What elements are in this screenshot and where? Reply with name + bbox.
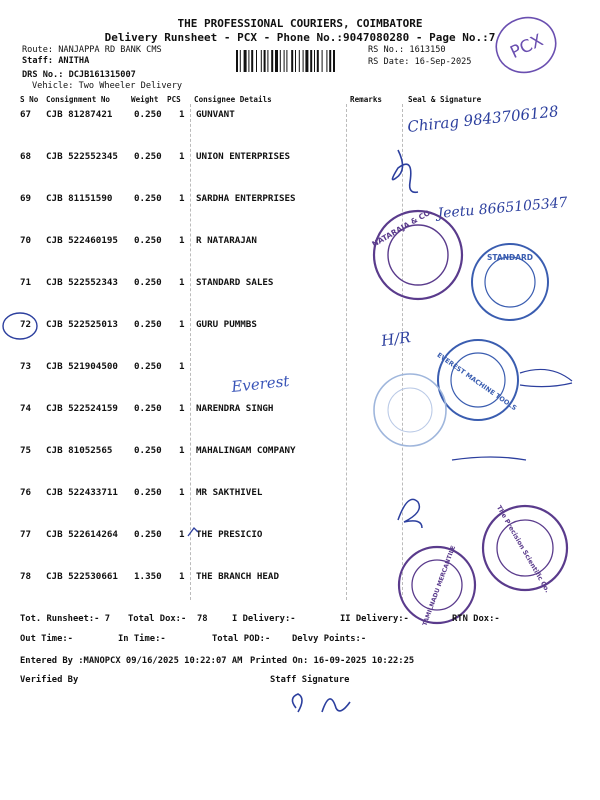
row-weight: 1.350 [134,571,162,582]
col-sno: S No [20,95,39,104]
row-sno: 77 [20,529,32,540]
signature-strokes [520,369,572,386]
row-consignment: CJB 522552343 [46,277,118,288]
rtn-dox: RTN Dox:- [452,614,500,624]
nataraja-stamp-text: NATARAJA & CO. [370,206,435,249]
row-sno: 72 [20,319,32,330]
row-consignee: THE PRESICIO [196,529,263,540]
row-consignment: CJB 522525013 [46,319,118,330]
row-consignee: MR SAKTHIVEL [196,487,263,498]
row-consignee: THE BRANCH HEAD [196,571,279,582]
mercantile-stamp-text: TAMILNADU MERCANTILE [421,544,458,627]
standard-stamp-text: STANDARD [486,253,534,262]
row-consignee: UNION ENTERPRISES [196,151,291,162]
staff-signature-label: Staff Signature [270,675,350,685]
row-weight: 0.250 [134,235,162,246]
delvy-points: Delvy Points:- [292,634,367,644]
row-pcs: 1 [179,529,185,540]
everest-stamp-text: EVEREST MACHINE TOOLS [435,351,519,413]
runsheet-title: Delivery Runsheet - PCX - Phone No.:9047080280 - Page No.:7 [104,31,496,44]
vehicle-label: Vehicle: Two Wheeler Delivery [32,81,183,91]
col-consignment: Consignment No [46,95,111,104]
circle-mark [3,313,37,339]
row-consignment: CJB 522552345 [46,151,118,162]
row-weight: 0.250 [134,277,162,288]
faint-stamp [374,374,446,446]
row-pcs: 1 [179,487,185,498]
row-weight: 0.250 [134,193,162,204]
row-pcs: 1 [179,403,185,414]
staff-signature-scribble [292,694,350,712]
row-weight: 0.250 [134,529,162,540]
handwriting-row67: Chirag 9843706128 [406,102,560,136]
row-sno: 71 [20,277,32,288]
row-consignment: CJB 522460195 [46,235,118,246]
signature-row68 [392,150,418,192]
handwriting-row69: Jeetu 8665105347 [436,194,569,222]
row-weight: 0.250 [134,445,162,456]
row-sno: 74 [20,403,32,414]
row-sno: 75 [20,445,32,456]
printed-on: Printed On: 16-09-2025 10:22:25 [250,656,415,666]
everest-stamp [436,340,519,420]
row-consignee: SARDHA ENTERPRISES [196,193,296,204]
drs-number: DRS No.: DCJB161315007 [22,70,136,80]
row-consignment: CJB 81151590 [46,193,113,204]
row-pcs: 1 [179,193,185,204]
row-consignment: CJB 522530661 [46,571,118,582]
row-sno: 70 [20,235,32,246]
total-dox-value: 78 [197,614,208,624]
row-consignee: GUNVANT [196,109,235,120]
row-pcs: 1 [179,319,185,330]
row-weight: 0.250 [134,403,162,414]
out-time: Out Time:- [20,634,73,644]
row-consignment: CJB 522524159 [46,403,118,414]
row-consignment: CJB 522433711 [46,487,118,498]
row-consignee: R NATARAJAN [196,235,257,246]
row-weight: 0.250 [134,151,162,162]
row-consignment: CJB 81287421 [46,109,113,120]
row-pcs: 1 [179,361,185,372]
verified-by: Verified By [20,675,79,685]
entered-by: Entered By :MANOPCX 09/16/2025 10:22:07 AM [20,656,243,666]
row-consignment: CJB 521904500 [46,361,118,372]
row-sno: 68 [20,151,32,162]
rs-number: RS No.: 1613150 [368,45,446,55]
row-pcs: 1 [179,277,185,288]
row-weight: 0.250 [134,319,162,330]
row-weight: 0.250 [134,109,162,120]
signature-row75 [452,457,526,460]
row-consignment: CJB 522614264 [46,529,118,540]
handwriting-row72: H/R [380,328,412,350]
col-consignee: Consignee Details [194,95,272,104]
row-consignee: MAHALINGAM COMPANY [196,445,296,456]
in-time: In Time:- [118,634,166,644]
col-pcs: PCS [167,95,181,104]
col-remarks: Remarks [350,95,383,104]
precision-stamp-text: The Precision Scientific Co. [494,503,552,595]
col-weight: Weight [131,95,159,104]
tot-runsheet: Tot. Runsheet:- 7 [20,614,111,624]
total-dox-label: Total Dox:- [128,614,187,624]
route-label: Route: NANJAPPA RD BANK CMS [22,45,162,55]
row-consignee: STANDARD SALES [196,277,274,288]
pcx-stamp-text: PCX [507,30,547,64]
row-weight: 0.250 [134,361,162,372]
total-pod: Total POD:- [212,634,271,644]
row-pcs: 1 [179,445,185,456]
standard-stamp [472,244,548,320]
row-sno: 76 [20,487,32,498]
staff-label: Staff: ANITHA [22,56,90,66]
ii-delivery: II Delivery:- [340,614,409,624]
row-consignee: GURU PUMMBS [196,319,257,330]
tick-mark [188,528,198,536]
row-pcs: 1 [179,571,185,582]
row-consignee: NARENDRA SINGH [196,403,274,414]
col-seal-signature: Seal & Signature [408,95,482,104]
row-pcs: 1 [179,151,185,162]
rs-date: RS Date: 16-Sep-2025 [368,57,472,67]
faint-stamp-inner [388,388,432,432]
i-delivery: I Delivery:- [232,614,296,624]
row-sno: 73 [20,361,32,372]
row-sno: 67 [20,109,32,120]
row-sno: 69 [20,193,32,204]
precision-stamp [483,504,567,594]
row-pcs: 1 [179,109,185,120]
row-consignment: CJB 81052565 [46,445,113,456]
row-weight: 0.250 [134,487,162,498]
handwriting-row73: Everest [230,372,291,396]
row-sno: 78 [20,571,32,582]
company-title: THE PROFESSIONAL COURIERS, COIMBATORE [177,17,423,30]
signature-row76 [398,499,422,528]
row-pcs: 1 [179,235,185,246]
